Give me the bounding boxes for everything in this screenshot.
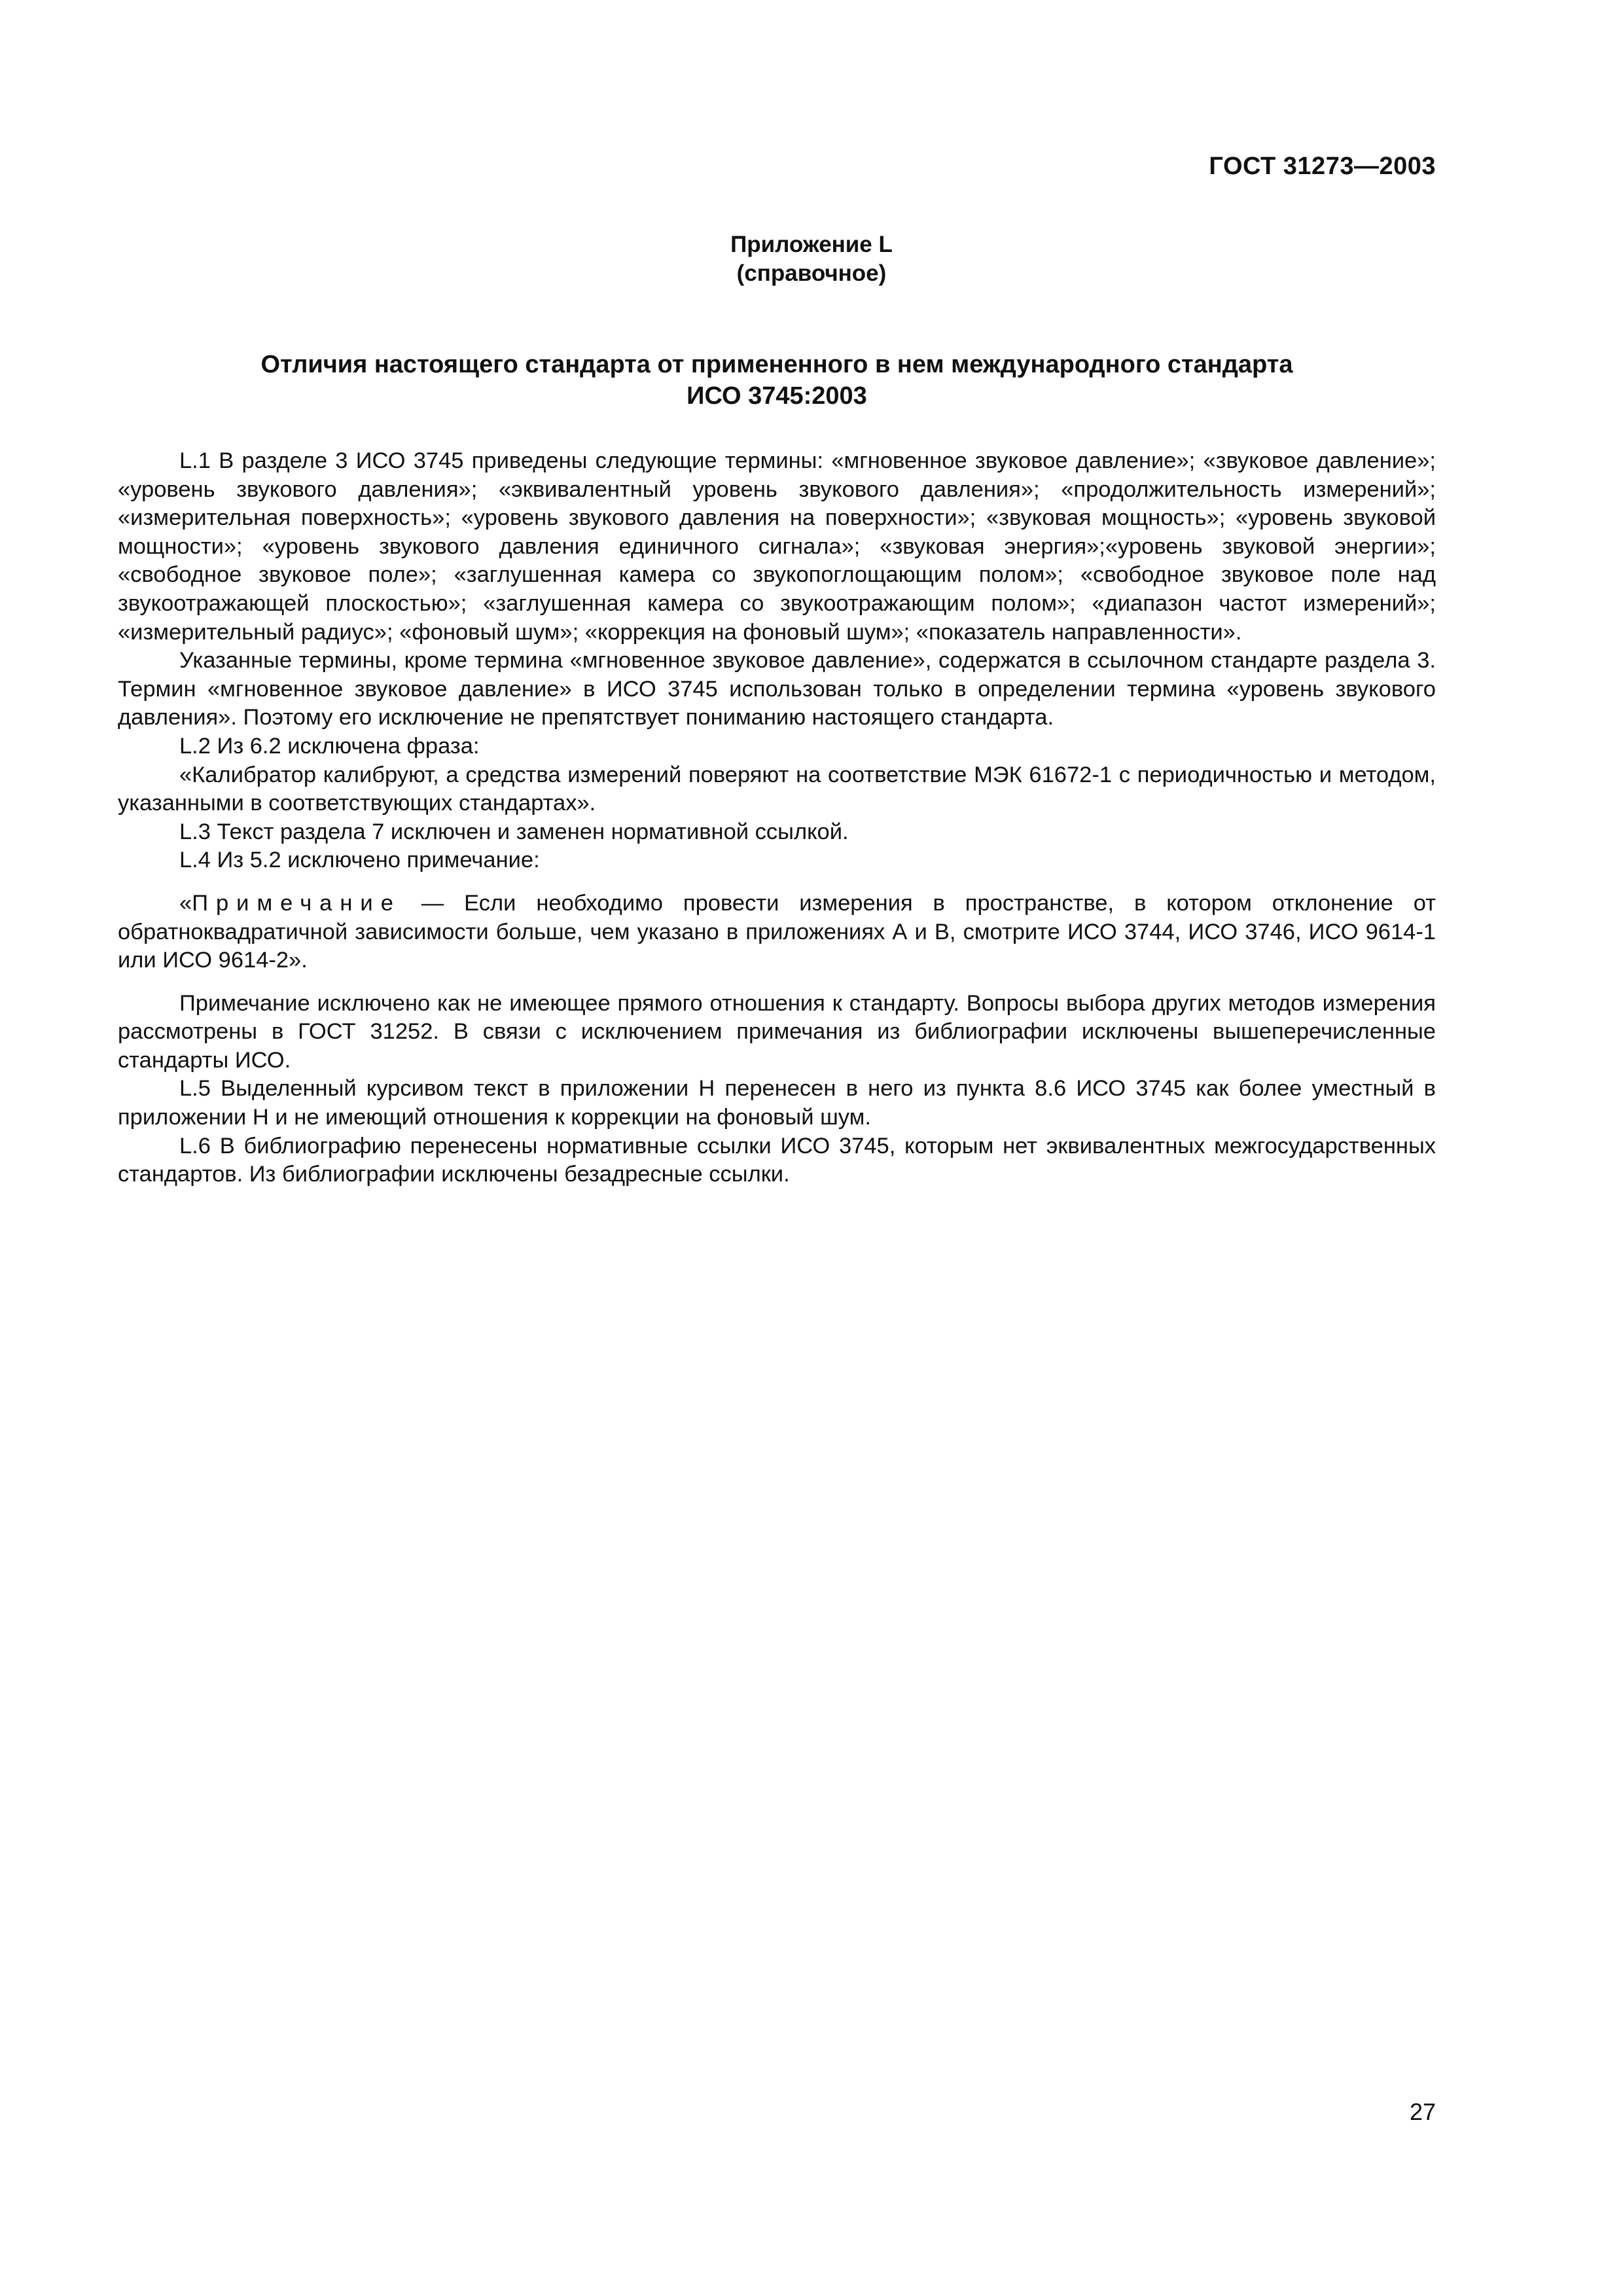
- body-text: [118, 447, 1436, 1189]
- note-label: Примечание: [192, 890, 401, 916]
- paragraph-removed-note: [118, 889, 1436, 975]
- paragraph-l6: L.6 В библиографию перенесены нормативные ссылки ИСО 3745, которым нет эквивалентных межгосударственных стандартов. Из библиографии исключены безадресные ссылки.: [118, 1133, 1436, 1187]
- annex-title: Приложение L: [730, 232, 893, 257]
- annex-heading: [0, 230, 1623, 288]
- paragraph-l3: L.3 Текст раздела 7 исключен и заменен нормативной ссылкой.: [179, 819, 849, 844]
- paragraph-l1: L.1 В разделе 3 ИСО 3745 приведены следующие термины: «мгновенное звуковое давление»; «звуковое давление»; «уровень звукового давления»; «эквивалентный уровень звукового давления»; «продолжительность измерений»; «измерительная поверхность»; «уровень звукового давления на поверхности»; «звуковая мощность»; «уровень звуковой мощности»; «уровень звукового давления единичного сигнала»; «звуковая энергия»;«уровень звуковой энергии»; «свободное звуковое поле»; «заглушенная камера со звукопоглощающим полом»; «свободное звуковое поле над звукоотражающей плоскостью»; «заглушенная камера со звукоотражающим полом»; «диапазон частот измерений»; «измерительный радиус»; «фоновый шум»; «коррекция на фоновый шум»; «показатель направленности».: [118, 448, 1436, 645]
- paragraph-l4: L.4 Из 5.2 исключено примечание:: [179, 848, 540, 873]
- document-code: ГОСТ 31273—2003: [1209, 152, 1436, 180]
- quote-open: «: [179, 890, 192, 916]
- paragraph-l2: L.2 Из 6.2 исключена фраза:: [179, 733, 480, 759]
- paragraph-removed-phrase: «Калибратор калибруют, а средства измерений поверяют на соответствие МЭК 61672-1 с периодичностью и методом, указанными в соответствующих стандартах».: [118, 762, 1436, 816]
- annex-kind: (справочное): [736, 260, 887, 286]
- paragraph-terms-note: Указанные термины, кроме термина «мгновенное звуковое давление», содержатся в ссылочном стандарте раздела 3. Термин «мгновенное звуковое давление» в ИСО 3745 использован только в определении термина «уровень звукового давления». Поэтому его исключение не препятствует пониманию настоящего стандарта.: [118, 648, 1436, 730]
- page-number: 27: [1409, 2098, 1436, 2125]
- section-title-line-2: ИСО 3745:2003: [687, 382, 867, 410]
- section-title-line-1: Отличия настоящего стандарта от примененного в нем международного стандарта: [260, 351, 1293, 378]
- note-text: — Если необходимо провести измерения в пространстве, в котором отклонение от обратноквадратичной зависимости больше, чем указано в приложениях А и В, смотрите ИСО 3744, ИСО 3746, ИСО 9614-1 или ИСО 9614-2».: [118, 890, 1436, 973]
- section-title: [118, 349, 1436, 412]
- paragraph-note-explanation: Примечание исключено как не имеющее прямого отношения к стандарту. Вопросы выбора других методов измерения рассмотрены в ГОСТ 31252. В связи с исключением примечания из библиографии исключены вышеперечисленные стандарты ИСО.: [118, 990, 1436, 1073]
- paragraph-l5: L.5 Выделенный курсивом текст в приложении Н перенесен в него из пункта 8.6 ИСО 3745 как более уместный в приложении Н и не имеющий отношения к коррекции на фоновый шум.: [118, 1076, 1436, 1130]
